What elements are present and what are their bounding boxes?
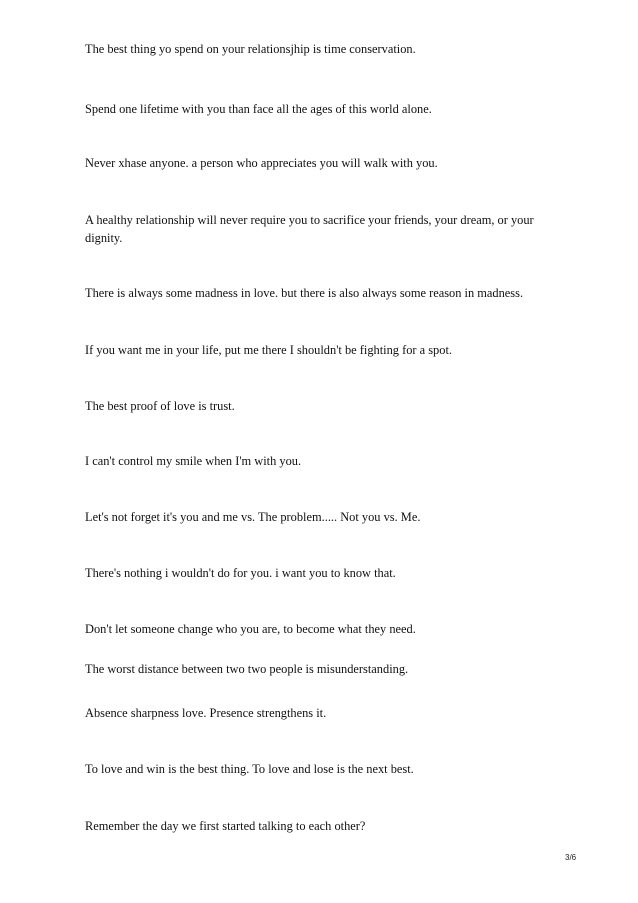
page-number: 3/6 <box>565 853 577 862</box>
quote-paragraph: There's nothing i wouldn't do for you. i want you to know that. <box>85 566 396 580</box>
quote-paragraph: If you want me in your life, put me there I shouldn't be fighting for a spot. <box>85 343 452 357</box>
quote-paragraph: Let's not forget it's you and me vs. The problem..... Not you vs. Me. <box>85 510 421 524</box>
quote-paragraph: The best thing yo spend on your relationsjhip is time conservation. <box>85 42 416 56</box>
quote-paragraph: The worst distance between two two people is misunderstanding. <box>85 662 409 676</box>
quote-paragraph: I can't control my smile when I'm with you. <box>85 454 302 468</box>
quote-paragraph: To love and win is the best thing. To love and lose is the next best. <box>85 762 414 776</box>
quote-paragraph: A healthy relationship will never require you to sacrifice your friends, your dream, or your dignity. <box>85 213 534 245</box>
quote-paragraph: Remember the day we first started talking to each other? <box>85 819 366 833</box>
quote-paragraph: There is always some madness in love. but there is also always some reason in madness. <box>85 286 524 300</box>
quote-paragraph: The best proof of love is trust. <box>85 399 235 413</box>
quote-paragraph: Spend one lifetime with you than face all the ages of this world alone. <box>85 102 432 116</box>
quote-paragraph: Don't let someone change who you are, to become what they need. <box>85 622 416 636</box>
quote-paragraph: Never xhase anyone. a person who appreciates you will walk with you. <box>85 156 438 170</box>
quote-paragraph: Absence sharpness love. Presence strengthens it. <box>85 706 327 720</box>
